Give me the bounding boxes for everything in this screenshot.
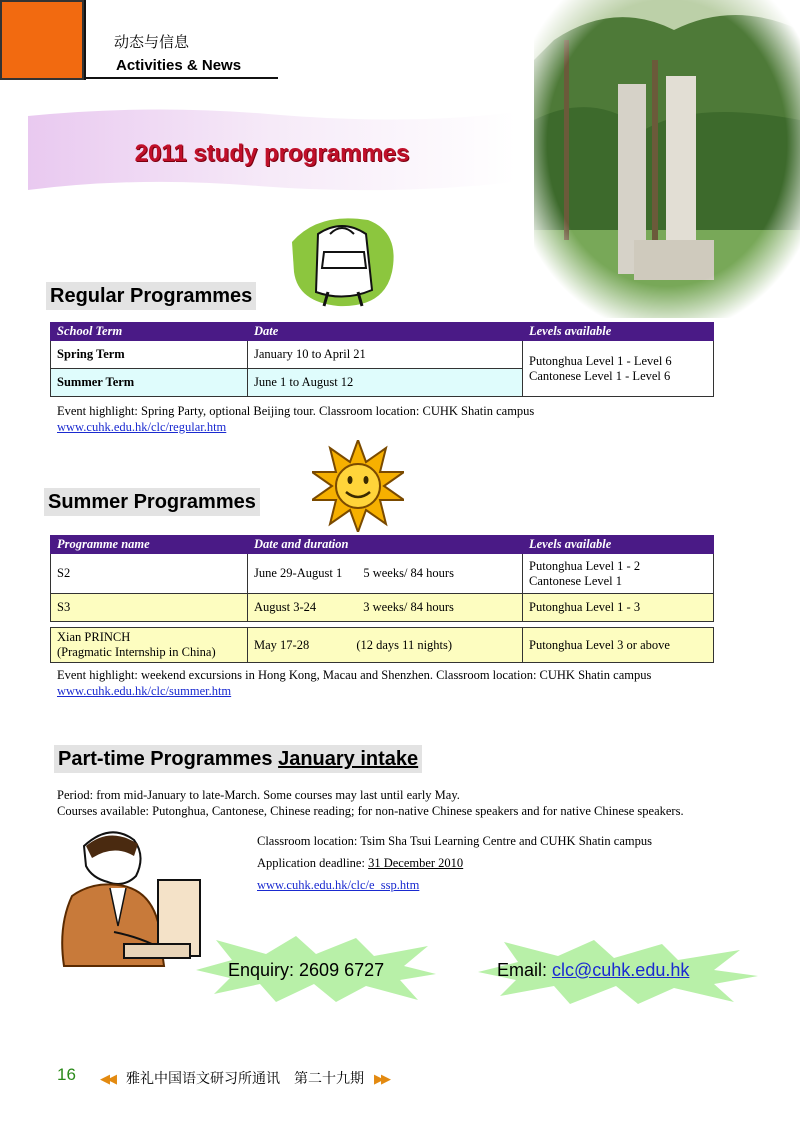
term-cell: Summer Term	[51, 369, 248, 397]
levels-cell	[523, 341, 714, 397]
email-label: Email:	[497, 960, 553, 980]
programme-date: June 29-August 1	[254, 566, 343, 580]
levels-cell	[523, 554, 714, 594]
programme-date: August 3-24	[254, 600, 317, 614]
parttime-link[interactable]: www.cuhk.edu.hk/clc/e_ssp.htm	[257, 878, 420, 892]
levels-line: Putonghua Level 1 - Level 6	[529, 353, 672, 368]
header-underline	[86, 77, 278, 79]
man-at-computer-clipart	[54, 826, 204, 976]
programme-name: Xian PRINCH	[57, 630, 131, 644]
deadline-label: Application deadline:	[257, 856, 369, 870]
levels-cell: Putonghua Level 3 or above	[523, 628, 714, 663]
column-header-date: Date	[248, 323, 523, 341]
section-title-english: Activities & News	[116, 57, 242, 74]
orange-corner-block	[0, 0, 84, 80]
email-contact	[497, 960, 689, 981]
parttime-title-main: Part-time Programmes	[58, 748, 273, 770]
programme-duration: (12 days 11 nights)	[356, 637, 453, 652]
parttime-programmes-title	[54, 745, 422, 773]
publication-name: 雅礼中国语文研习所通讯 第二十九期	[126, 1071, 364, 1087]
backpack-clipart	[288, 212, 400, 312]
table-row	[51, 554, 714, 594]
table-row	[51, 341, 714, 369]
date-duration-cell	[248, 628, 523, 663]
summer-link[interactable]: www.cuhk.edu.hk/clc/summer.htm	[57, 684, 232, 698]
email-link[interactable]: clc@cuhk.edu.hk	[552, 960, 690, 980]
column-header-levels: Levels available	[523, 536, 714, 554]
summer-programmes-title: Summer Programmes	[44, 488, 260, 516]
programme-name-detail: (Pragmatic Internship in China)	[57, 645, 216, 659]
regular-highlight: Event highlight: Spring Party, optional Beijing tour. Classroom location: CUHK Shatin campus	[57, 404, 535, 418]
page-number: 16	[57, 1065, 76, 1084]
regular-programmes-title: Regular Programmes	[46, 282, 256, 310]
regular-programmes-table	[50, 322, 714, 397]
parttime-location: Classroom location: Tsim Sha Tsui Learning Centre and CUHK Shatin campus	[257, 834, 652, 848]
programme-name-cell: S2	[51, 554, 248, 594]
term-cell: Spring Term	[51, 341, 248, 369]
publication-footer	[100, 1068, 388, 1088]
summer-programmes-table	[50, 535, 714, 622]
arrow-left-icon: ◀◀	[100, 1071, 114, 1086]
xian-programme-table	[50, 627, 714, 663]
levels-line: Cantonese Level 1	[529, 573, 623, 588]
date-duration-cell	[248, 594, 523, 622]
parttime-courses: Courses available: Putonghua, Cantonese, Chinese reading; for non-native Chinese speakers and for native Chinese speakers.	[57, 804, 684, 818]
parttime-title-intake: January intake	[278, 748, 419, 770]
section-title-chinese: 动态与信息	[114, 33, 190, 51]
programme-date: May 17-28	[254, 637, 310, 652]
date-cell: June 1 to August 12	[248, 369, 523, 397]
deadline-date: 31 December 2010	[368, 856, 464, 870]
levels-line: Cantonese Level 1 - Level 6	[529, 368, 671, 383]
arrow-right-icon: ▶▶	[374, 1071, 388, 1086]
parttime-period: Period: from mid-January to late-March. Some courses may last until early May.	[57, 788, 460, 802]
column-header-term: School Term	[51, 323, 248, 341]
date-cell: January 10 to April 21	[248, 341, 523, 369]
table-row	[51, 628, 714, 663]
sun-clipart	[312, 440, 404, 532]
banner-title: 2011 study programmes	[134, 140, 410, 167]
programme-name-cell: S3	[51, 594, 248, 622]
levels-cell: Putonghua Level 1 - 3	[523, 594, 714, 622]
header-divider	[84, 0, 86, 80]
enquiry-phone: Enquiry: 2609 6727	[228, 960, 385, 980]
column-header-levels: Levels available	[523, 323, 714, 341]
programme-duration: 3 weeks/ 84 hours	[363, 600, 454, 614]
levels-line: Putonghua Level 1 - 2	[529, 558, 641, 573]
programme-duration: 5 weeks/ 84 hours	[363, 566, 454, 580]
programme-name-cell	[51, 628, 248, 663]
table-row	[51, 594, 714, 622]
column-header-programme: Programme name	[51, 536, 248, 554]
summer-highlight: Event highlight: weekend excursions in Hong Kong, Macau and Shenzhen. Classroom location: CUHK Shatin campus	[57, 668, 652, 682]
campus-monument-photo	[534, 0, 800, 318]
regular-link[interactable]: www.cuhk.edu.hk/clc/regular.htm	[57, 420, 227, 434]
column-header-date-duration: Date and duration	[248, 536, 523, 554]
date-duration-cell	[248, 554, 523, 594]
parttime-deadline	[257, 856, 463, 871]
